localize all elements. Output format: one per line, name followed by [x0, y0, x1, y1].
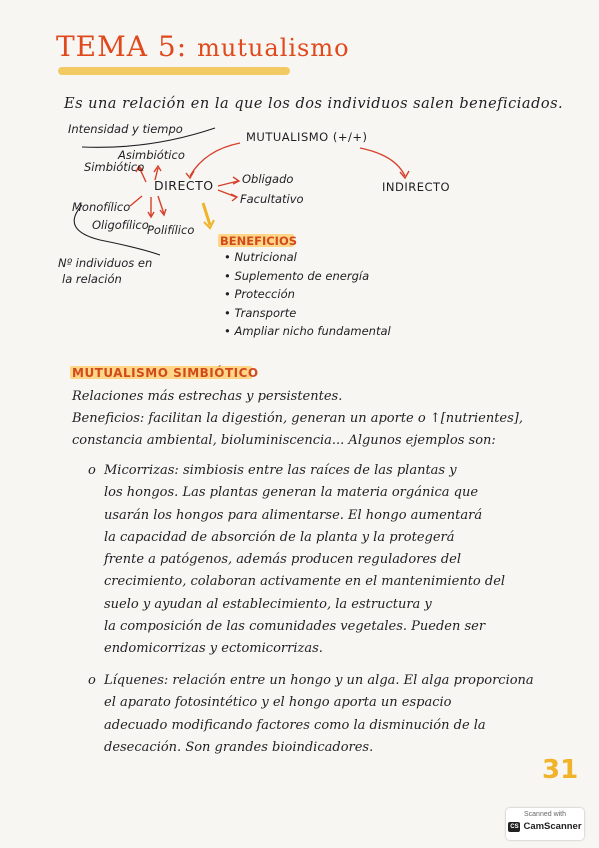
text-line: endomicorrizas y ectomicorrizas. [104, 641, 323, 657]
list-item: • Ampliar nicho fundamental [224, 324, 391, 343]
intro-text: Es una relación en la que los dos individuos salen beneficiados. [64, 96, 564, 112]
label-simbiotico: Simbiótico [84, 160, 145, 174]
watermark-line1: Scanned with [523, 811, 567, 818]
label-n-individuos: Nº individuos en [58, 256, 153, 270]
text-line: Relaciones más estrechas y persistentes. [72, 389, 343, 404]
label-directo: DIRECTO [154, 178, 214, 193]
arrow-mutualismo-directo [190, 143, 240, 176]
text-line: Micorrizas: simbiosis entre las raíces de las plantas y [104, 463, 457, 478]
arrow-beneficios [203, 203, 210, 225]
text-line: adecuado modificando factores como la disminución de la [104, 717, 486, 733]
text-line: desecación. Son grandes bioindicadores. [104, 739, 374, 755]
text-line: constancia ambiental, bioluminiscencia... Algunos ejemplos son: [72, 433, 496, 448]
label-monofilico: Monofílico [72, 200, 131, 214]
list-item: • Nutricional [224, 250, 391, 269]
list-item: • Protección [224, 287, 391, 306]
text-line: crecimiento, colaboran activamente en el mantenimiento del [104, 574, 506, 590]
watermark-line2: CamScanner [523, 821, 582, 832]
label-obligado: Obligado [242, 172, 294, 186]
list-item: • Suplemento de energía [224, 269, 391, 288]
text-line: Líquenes: relación entre un hongo y un alga. El alga proporciona [104, 673, 534, 688]
liquenes-bullet [88, 670, 584, 759]
page-number: 31 [542, 755, 579, 785]
camscanner-watermark [506, 808, 584, 840]
text-line: usarán los hongos para alimentarse. El hongo aumentará [104, 507, 483, 523]
text-line: suelo y ayudan al establecimiento, la estructura y [104, 596, 432, 612]
label-indirecto: INDIRECTO [382, 180, 451, 194]
text-line: frente a patógenos, además producen reguladores del [104, 552, 462, 568]
section2-text [72, 386, 592, 452]
arrow-mutualismo-indirecto [360, 148, 405, 176]
beneficios-list [224, 250, 391, 343]
bullet-icon: o [88, 673, 96, 688]
label-polifilico: Polifílico [147, 223, 195, 237]
label-asimbiotico: Asimbiótico [118, 148, 185, 162]
label-intensidad: Intensidad y tiempo [68, 122, 183, 136]
arrow-facultativo [218, 190, 236, 197]
arrow-monofilico [130, 196, 142, 206]
bullet-icon: o [88, 463, 96, 478]
micorrizas-bullet [88, 460, 584, 661]
title-main: mutualismo [197, 34, 350, 62]
text-line: Beneficios: facilitan la digestión, generan un aporte o ↑[nutrientes], [72, 411, 523, 426]
text-line: los hongos. Las plantas generan la materia orgánica que [104, 485, 479, 501]
section2-title: MUTUALISMO SIMBIÓTICO [72, 366, 259, 380]
label-oligofilico: Oligofílico [92, 218, 149, 232]
list-item: • Transporte [224, 306, 391, 325]
beneficios-title: BENEFICIOS [220, 234, 298, 248]
text-line: el aparato fotosintético y el hongo aporta un espacio [104, 695, 452, 711]
label-mutualismo: MUTUALISMO (+/+) [246, 130, 368, 144]
text-line: la capacidad de absorción de la planta y la protegerá [104, 529, 455, 545]
label-la-relacion: la relación [62, 272, 122, 286]
label-facultativo: Facultativo [240, 192, 304, 206]
title-prefix: TEMA 5: [56, 30, 188, 63]
text-line: la composición de las comunidades vegetales. Pueden ser [104, 619, 486, 635]
camscanner-logo-icon: CS [510, 823, 519, 830]
